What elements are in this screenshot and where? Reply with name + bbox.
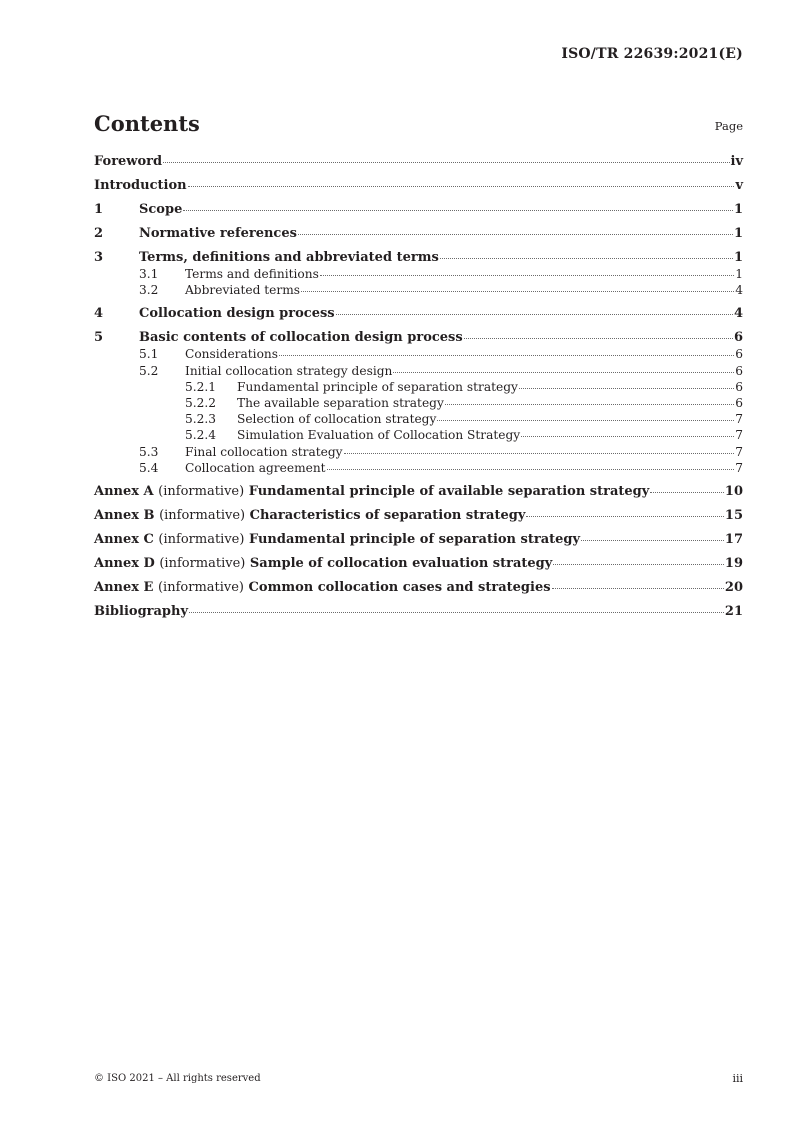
toc-entry-annex-d[interactable] — [94, 556, 743, 572]
toc-entry-number: 3.2 — [139, 283, 159, 298]
toc-entry-title: Bibliography — [94, 604, 189, 620]
leader-dots — [163, 162, 729, 163]
contents-heading: Contents — [94, 111, 200, 136]
toc-entry-collocation-design-process[interactable] — [94, 306, 743, 322]
document-id: ISO/TR 22639:2021(E) — [561, 46, 743, 62]
annex-label: Annex A — [94, 484, 154, 500]
toc-entry-page: 7 — [735, 428, 743, 443]
toc-entry-title: Foreword — [94, 154, 163, 169]
toc-entry-page: 10 — [724, 484, 743, 500]
leader-dots — [344, 453, 735, 454]
toc-entry-title: The available separation strategy — [237, 396, 444, 411]
toc-entry-page: 21 — [724, 604, 743, 620]
annex-kind: (informative) — [157, 580, 245, 596]
page-column-label: Page — [714, 119, 743, 133]
leader-dots — [393, 372, 734, 373]
leader-dots — [553, 564, 724, 565]
toc-entry-page: 1 — [735, 267, 743, 281]
toc-entry-number: 5.1 — [139, 347, 159, 362]
toc-entry-fundamental-principle[interactable] — [94, 379, 743, 395]
toc-entry-simulation-evaluation[interactable] — [94, 427, 743, 443]
toc-entry-title: Scope — [139, 202, 183, 217]
annex-title: Common collocation cases and strategies — [248, 580, 551, 596]
toc-entry-number: 3.1 — [139, 267, 159, 281]
toc-entry-page: 19 — [724, 556, 743, 572]
toc-entry-title — [94, 484, 649, 500]
toc-entry-number: 5.2.3 — [185, 412, 217, 427]
toc-entry-final-strategy[interactable] — [94, 444, 743, 460]
toc-entry-title: Abbreviated terms — [185, 283, 301, 298]
toc-entry-annex-c[interactable] — [94, 532, 743, 548]
toc-entry-page: iv — [730, 154, 743, 169]
toc-entry-title: Selection of collocation strategy — [237, 412, 437, 427]
toc-entry-page: 4 — [733, 306, 743, 322]
toc-entry-number: 5.2.2 — [185, 396, 217, 411]
leader-dots — [464, 338, 733, 339]
toc-entry-page: 17 — [724, 532, 743, 548]
annex-kind: (informative) — [158, 484, 245, 500]
leader-dots — [437, 420, 734, 421]
toc-entry-number: 2 — [94, 226, 104, 241]
toc-entry-normative-references[interactable] — [94, 226, 743, 242]
toc-entry-title — [94, 508, 525, 524]
toc-entry-scope[interactable] — [94, 202, 743, 218]
toc-entry-page: 4 — [735, 283, 743, 298]
leader-dots — [526, 516, 724, 517]
leader-dots — [519, 388, 734, 389]
toc-entry-page: 7 — [735, 412, 743, 427]
toc-entry-number: 5 — [94, 330, 104, 346]
leader-dots — [581, 540, 724, 541]
toc-entry-number: 5.2.4 — [185, 428, 217, 443]
leader-dots — [183, 210, 733, 211]
toc-entry-introduction[interactable] — [94, 178, 743, 194]
leader-dots — [320, 275, 734, 276]
annex-kind: (informative) — [159, 556, 246, 572]
leader-dots — [650, 492, 724, 493]
leader-dots — [440, 258, 733, 259]
toc-entry-number: 4 — [94, 306, 104, 322]
toc-entry-page: v — [735, 178, 743, 193]
toc-entry-title — [94, 580, 551, 596]
leader-dots — [445, 404, 734, 405]
toc-entry-abbreviated-terms[interactable] — [94, 282, 743, 298]
toc-entry-annex-a[interactable] — [94, 484, 743, 500]
toc-entry-page: 15 — [724, 508, 743, 524]
annex-kind: (informative) — [158, 532, 245, 548]
annex-kind: (informative) — [159, 508, 246, 524]
leader-dots — [279, 355, 734, 356]
leader-dots — [521, 436, 734, 437]
toc-entry-title: Terms and definitions — [185, 267, 319, 281]
toc-entry-number: 5.2 — [139, 363, 159, 378]
annex-title: Fundamental principle of separation strategy — [248, 532, 581, 548]
annex-label: Annex E — [94, 580, 154, 596]
toc-entry-terms-and-definitions[interactable] — [94, 266, 743, 282]
toc-entry-page: 1 — [733, 226, 743, 241]
toc-entry-page: 6 — [735, 363, 743, 378]
toc-entry-page: 20 — [724, 580, 743, 596]
toc-entry-page: 7 — [735, 460, 743, 475]
leader-dots — [552, 588, 724, 589]
toc-entry-title: Fundamental principle of separation strategy — [237, 379, 518, 394]
toc-entry-page: 6 — [735, 396, 743, 411]
toc-entry-page: 6 — [735, 347, 743, 362]
annex-label: Annex D — [94, 556, 155, 572]
toc-entry-title: Collocation agreement — [185, 460, 326, 475]
leader-dots — [189, 612, 724, 613]
toc-entry-title — [94, 556, 552, 572]
toc-entry-number: 3 — [94, 250, 104, 265]
leader-dots — [301, 291, 734, 292]
toc-entry-foreword[interactable] — [94, 154, 743, 170]
toc-entry-title: Collocation design process — [139, 306, 335, 322]
toc-entry-page: 7 — [735, 444, 743, 459]
toc-entry-title: Basic contents of collocation design process — [139, 330, 463, 346]
toc-entry-annex-b[interactable] — [94, 508, 743, 524]
toc-entry-title: Considerations — [185, 347, 279, 362]
toc-entry-number: 5.4 — [139, 460, 159, 475]
toc-entry-number: 1 — [94, 202, 104, 217]
annex-title: Characteristics of separation strategy — [249, 508, 526, 524]
leader-dots — [298, 234, 733, 235]
toc-entry-available-separation-strategy[interactable] — [94, 395, 743, 411]
toc-entry-title: Simulation Evaluation of Collocation Strategy — [237, 428, 521, 443]
toc-entry-page: 1 — [733, 202, 743, 217]
toc-entry-number: 5.3 — [139, 444, 159, 459]
toc-entry-page: 6 — [735, 379, 743, 394]
annex-title: Fundamental principle of available separation strategy — [248, 484, 650, 500]
annex-title: Sample of collocation evaluation strategy — [249, 556, 553, 572]
leader-dots — [188, 186, 735, 187]
toc-entry-collocation-agreement[interactable] — [94, 460, 743, 476]
toc-entry-title — [94, 532, 580, 548]
toc-entry-title: Terms, definitions and abbreviated terms — [139, 250, 439, 265]
toc-entry-selection-of-strategy[interactable] — [94, 411, 743, 427]
page-number: iii — [732, 1072, 743, 1085]
copyright-notice: © ISO 2021 – All rights reserved — [94, 1073, 261, 1084]
leader-dots — [327, 469, 735, 470]
toc-entry-terms-definitions[interactable] — [94, 250, 743, 266]
toc-entry-title: Final collocation strategy — [185, 444, 343, 459]
toc-entry-page: 1 — [733, 250, 743, 265]
toc-entry-initial-strategy-design[interactable] — [94, 363, 743, 379]
toc-entry-number: 5.2.1 — [185, 379, 217, 394]
toc-entry-basic-contents[interactable] — [94, 330, 743, 346]
annex-label: Annex C — [94, 532, 154, 548]
toc-entry-title: Normative references — [139, 226, 297, 241]
table-of-contents — [94, 154, 743, 620]
toc-entry-page: 6 — [733, 330, 743, 346]
annex-label: Annex B — [94, 508, 155, 524]
leader-dots — [336, 314, 733, 315]
toc-entry-annex-e[interactable] — [94, 580, 743, 596]
toc-entry-title: Introduction — [94, 178, 187, 193]
toc-entry-considerations[interactable] — [94, 346, 743, 362]
toc-entry-bibliography[interactable] — [94, 604, 743, 620]
toc-entry-title: Initial collocation strategy design — [185, 363, 393, 378]
